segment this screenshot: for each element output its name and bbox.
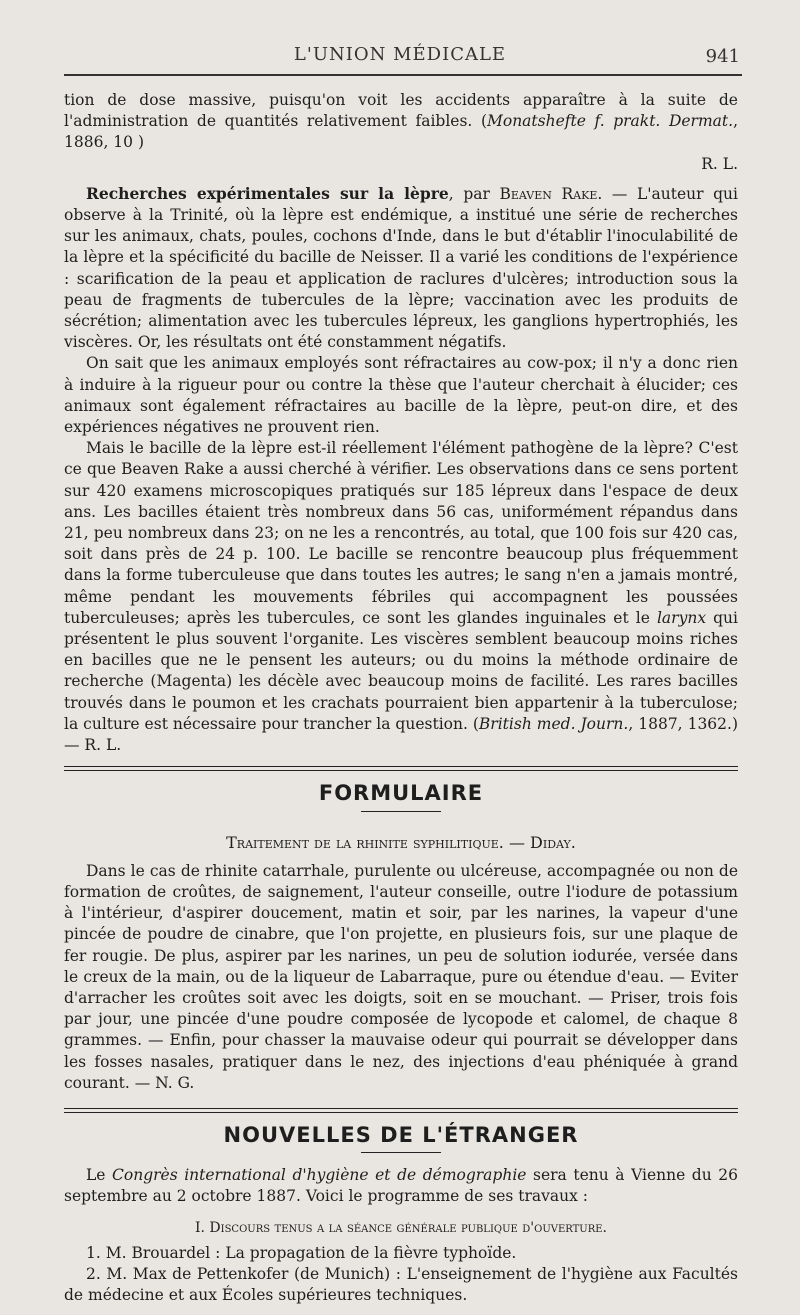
section-divider xyxy=(64,1108,738,1113)
program-item-2: 2. M. Max de Pettenkofer (de Munich) : L'enseignement de l'hygiène aux Facultés de médecine et aux Écoles supérieures techniques. xyxy=(64,1264,738,1305)
page-body xyxy=(64,90,738,1306)
nouvelles-intro: Le Congrès international d'hygiène et de démographie sera tenu à Vienne du 26 septembre au 2 octobre 1887. Voici le programme de ses travaux : xyxy=(64,1166,738,1206)
program-item-1: 1. M. Brouardel : La propagation de la fièvre typhoïde. xyxy=(86,1243,517,1262)
heading-rule xyxy=(361,811,441,812)
formulaire-heading: FORMULAIRE xyxy=(318,781,484,806)
formulaire-subtitle: Traitement de la rhinite syphilitique. — Diday. xyxy=(226,832,576,852)
heading-rule xyxy=(361,1152,441,1153)
article-continuation: tion de dose massive, puisqu'on voit les accidents apparaître à la suite de l'administration de quantités relativement faibles. (Monatshefte f. prakt. Dermat., 1886, 10 ) xyxy=(64,91,738,152)
section-divider xyxy=(64,766,738,771)
page-number: 941 xyxy=(705,46,740,67)
article-signature: R. L. xyxy=(701,154,738,173)
leprosy-article-p1: Recherches expérimentales sur la lèpre, par Beaven Rake. — L'auteur qui observe à la Trinité, où la lèpre est endémique, a institué une série de recherches sur les animaux, chats, poules, cochons d'Inde, dans le but d'établir l'inoculabilité de la lèpre et la spécificité du bacille de Neisser. Il a varié les conditions de l'expérience : scarification de la peau et application de raclures d'ulcères; introduction sous la peau de fragments de tubercules de la lèpre; vaccination avec les produits de sécrétion; alimentation avec les tubercules lépreux, les ganglions hypertrophiés, les viscères. Or, les résultats ont été constamment négatifs. xyxy=(64,183,738,352)
author-name: Beaven Rake xyxy=(499,184,598,203)
leprosy-article-p2: On sait que les animaux employés sont réfractaires au cow-pox; il n'y a donc rien à induire à la rigueur pour ou contre la thèse que l'auteur cherchait à élucider; ces animaux sont également réfractaires au bacille de la lèpre, peut-on dire, et des expériences négatives ne prouvent rien. xyxy=(64,354,738,437)
leprosy-article-title: Recherches expérimentales sur la lèpre xyxy=(86,183,449,203)
running-header-title: L'UNION MÉDICALE xyxy=(293,44,507,65)
header-rule xyxy=(64,74,742,76)
formulaire-text: Dans le cas de rhinite catarrhale, purulente ou ulcéreuse, accompagnée ou non de formation de croûtes, de saignement, l'auteur conseille, outre l'iodure de potassium à l'intérieur, d'aspirer doucement, matin et soir, par les narines, la vapeur d'une pincée de poudre de cinabre, que l'on projette, en plusieurs fois, sur une plaque de fer rougie. De plus, aspirer par les narines, un peu de solution iodurée, versée dans le creux de la main, ou de la liqueur de Labarraque, pure ou étendue d'eau. — Eviter d'arracher les croûtes soit avec les doigts, soit en se mouchant. — Priser, trois fois par jour, une pincée d'une poudre composée de lycopode et calomel, de chaque 8 grammes. — Enfin, pour chasser la mauvaise odeur qui pourrait se développer dans les fosses nasales, pratiquer dans le nez, des injections d'eau phéniquée à grand courant. — N. G. xyxy=(64,861,738,1092)
program-section-title: I. Discours tenus a la séance générale publique d'ouverture. xyxy=(194,1219,608,1236)
nouvelles-heading: NOUVELLES DE L'ÉTRANGER xyxy=(223,1122,579,1147)
leprosy-article-p3: Mais le bacille de la lèpre est-il réellement l'élément pathogène de la lèpre? C'est ce que Beaven Rake a aussi cherché à vérifier. Les observations dans ce sens portent sur 420 examens microscopiques pratiqués sur 185 lépreux dans l'espace de deux ans. Les bacilles étaient très nombreux dans 56 cas, uniformément répandus dans 21, peu nombreux dans 23; on ne les a rencontrés, au total, que 100 fois sur 420 cas, soit dans près de 24 p. 100. Le bacille se rencontre beaucoup plus fréquemment dans la forme tuberculeuse que dans toutes les autres; le sang n'en a jamais montré, même pendant les mouvements fébriles qui accompagnent les poussées tuberculeuses; après les tubercules, ce sont les glandes inguinales et le larynx qui présentent le plus souvent l'organite. Les viscères semblent beaucoup moins riches en bacilles que ne le pensent les auteurs; ou du moins la méthode ordinaire de recherche (Magenta) les décèle avec beaucoup moins de facilité. Les rares bacilles trouvés dans le poumon et les crachats pourraient bien appartenir à la tuberculose; la culture est nécessaire pour trancher la question. (British med. Journ., 1887, 1362.) — R. L. xyxy=(64,439,738,755)
